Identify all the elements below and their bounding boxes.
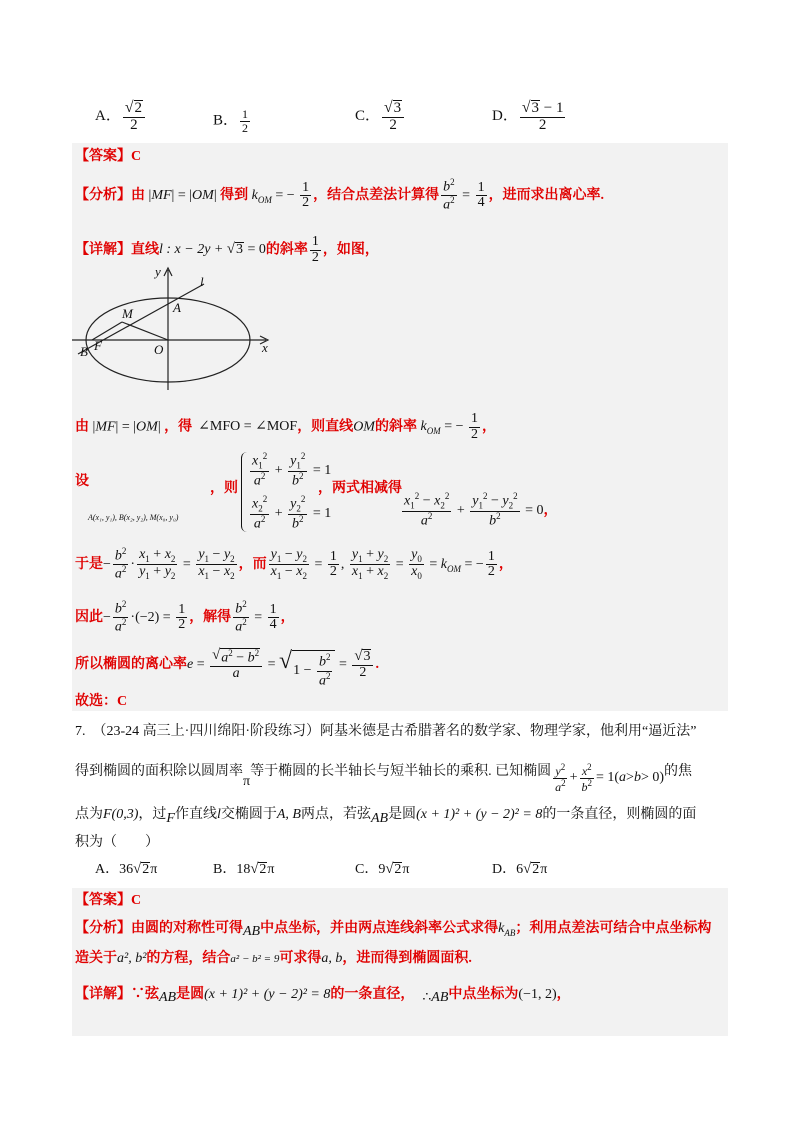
q6-step4: 因此− $\frac{b^2}{a^2}$ ·(−2) = $\frac{1}{2}$ ，解得 $\frac{b^2}{a^2}$ = $\frac{1}{4}$ ， xyxy=(75,599,295,635)
q6-step3: 于是− $\frac{b^2}{a^2}$ · $\frac{x_1 + x_2}{y_1 + y_2}$ = $\frac{y_1 - y_2}{x_1 - x_2}$ ，而 $\frac{y_1 - y_2}{x_1 - x_2}$ = $\frac{1}{2}$ , $\frac{y_1 + y_2}{x_1 + x_2}$ = $\frac{y_0}{x_0}$ = $k_{OM}$ = − $\frac{1}{2}$ ， xyxy=(75,546,513,582)
q7-analysis-line2: 造关于a², b²的方程，结合a² − b² = 9可求得a, b，进而得到椭圆面积. xyxy=(75,951,472,966)
q6-answer: 【答案】C xyxy=(75,149,142,164)
label-x: x xyxy=(262,340,268,355)
q6-step2-then: ，则 xyxy=(210,481,238,496)
q6-option-b: B． $\frac{1}{2}$ xyxy=(213,107,249,135)
label-A: A xyxy=(173,300,181,315)
q6-step2-subtract: ，两式相减得 xyxy=(318,481,402,496)
q6-option-a: A． √ 2 2 xyxy=(95,100,147,134)
ellipse-figure xyxy=(72,262,282,392)
q7-stem-line1: 7. （23-24 高三上·四川绵阳·阶段练习）阿基米德是古希腊著名的数学家、物理学家，他利用“逼近法” xyxy=(75,724,697,739)
q6-option-d: D． √ 3 − 1 2 xyxy=(492,99,564,133)
q7-analysis-line1: 【分析】由圆的对称性可得AB中点坐标，并由两点连线斜率公式求得$k_{AB}$；利用点差法可结合中点坐标构 xyxy=(75,921,712,939)
segment-OM xyxy=(122,322,168,340)
q6-step2-system: $\frac{x_1^2}{a^2}$ + $\frac{y_1^2}{b^2}$ = 1 $\frac{x_2^2}{a^2}$ + $\frac{y_2^2}{b^2}$ = 1 xyxy=(241,452,331,532)
q7-detail: 【详解】∵弦AB是圆(x + 1)² + (y − 2)² = 8的一条直径， ∴AB中点坐标为(−1, 2)， xyxy=(75,987,571,1005)
q6-step2-points: A(x₁, y₁), B(x₂, y₂), M(x₀, y₀) xyxy=(88,513,179,522)
q7-stem-line3: 点为F(0,3)，过F作直线l交椭圆于A, B两点，若弦AB是圆(x + 1)² + (y − 2)² = 8的一条直径，则椭圆的面 xyxy=(75,807,697,826)
label-M: M xyxy=(122,306,133,321)
q7-option-a: A．36 √ 2 π xyxy=(95,861,158,877)
q6-choice: 故选：C xyxy=(75,694,128,709)
label-O: O xyxy=(154,342,164,357)
q6-step5: 所以椭圆的离心率e = √ $a^2 - b^2$ a = √ 1 − $\frac{b^2}{a^2}$ = √ 3 2 . xyxy=(75,647,379,689)
q7-answer: 【答案】C xyxy=(75,893,142,908)
q6-step2-result: $\frac{x_1^2 - x_2^2}{a^2}$ + $\frac{y_1^2 - y_2^2}{b^2}$ = 0， xyxy=(404,491,558,529)
q7-stem-line2: 得到椭圆的面积除以圆周率π等于椭圆的长半轴长与短半轴长的乘积. 已知椭圆 $\frac{y^2}{a^2}$ + $\frac{x^2}{b^2}$ = 1( a > b > 0)的焦 xyxy=(75,762,693,794)
label-B: B xyxy=(80,344,88,359)
q7-option-d: D．6 √ 2 π xyxy=(492,861,548,877)
label-y: y xyxy=(155,264,161,279)
q6-analysis: 【分析】由 |MF| = |OM| 得到 $k_{OM}$ = − $\frac{1}{2}$ ，结合点差法计算得 $\frac{b^2}{a^2}$ = $\frac{1}{4}$ ，进而求出离心率. xyxy=(75,177,605,213)
q6-step1: 由 |MF| = |OM| ，得 ∠MFO = ∠MOF，则直线OM的斜率 $k_{OM}$ = − $\frac{1}{2}$ ， xyxy=(75,411,496,442)
label-l: l xyxy=(200,274,204,289)
q6-step2: 设 xyxy=(75,474,89,489)
q6-option-c: C． √ 3 2 xyxy=(355,100,406,134)
q7-option-b: B．18 √ 2 π xyxy=(213,861,275,877)
q6-detail: 【详解】直线l : x − 2y + √ 3 = 0的斜率 $\frac{1}{2}$ ，如图， xyxy=(75,234,379,265)
q7-stem-line4: 积为（ ） xyxy=(75,835,159,850)
label-F: F xyxy=(94,338,102,353)
q7-option-c: C．9 √ 2 π xyxy=(355,861,410,877)
